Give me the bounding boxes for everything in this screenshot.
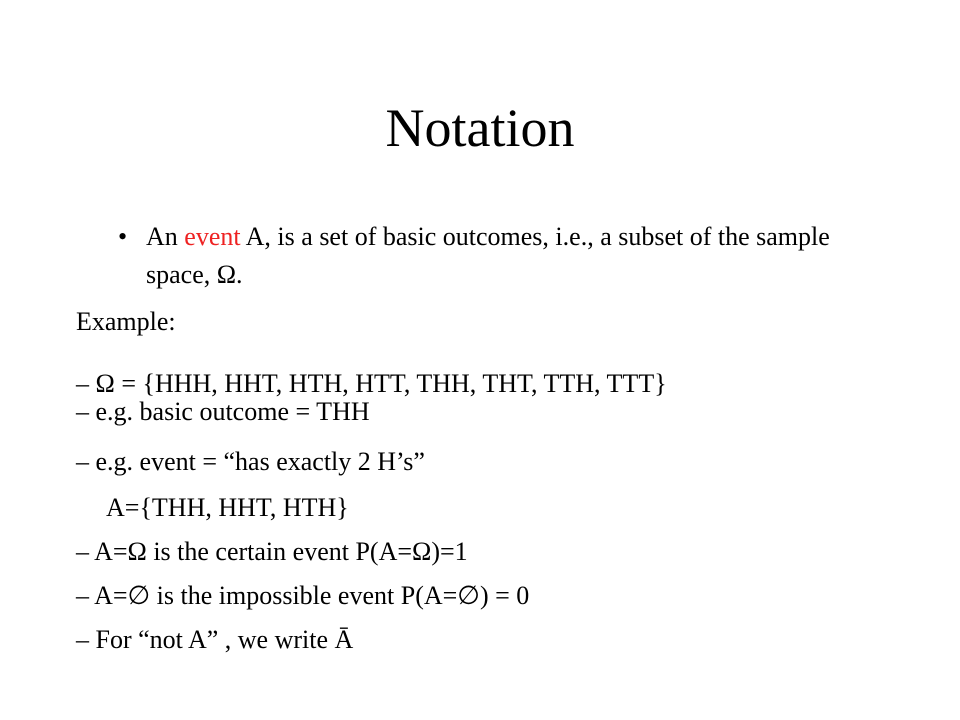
highlight-event-term: event: [184, 222, 241, 251]
bullet-prefix: An: [146, 222, 185, 251]
bullet-rest: A, is a set of basic outcomes, i.e., a subset of the sample space, Ω.: [146, 222, 830, 289]
slide-title: Notation: [385, 98, 575, 158]
bullet-marker: •: [118, 222, 128, 251]
example-label: Example:: [76, 307, 176, 336]
event-set-line: A={THH, HHT, HTH}: [106, 493, 349, 522]
sample-space-line: – Ω = {HHH, HHT, HTH, HTT, THH, THT, TTH, TTT}: [76, 369, 667, 398]
basic-outcome-line: – e.g. basic outcome = THH: [76, 397, 370, 426]
bullet-text: [146, 218, 858, 294]
complement-line: – For “not A” , we write Ā: [76, 625, 354, 654]
event-definition-line: – e.g. event = “has exactly 2 H’s”: [76, 447, 425, 476]
impossible-event-line: – A=∅ is the impossible event P(A=∅) = 0: [76, 581, 530, 610]
certain-event-line: – A=Ω is the certain event P(A=Ω)=1: [76, 537, 468, 566]
